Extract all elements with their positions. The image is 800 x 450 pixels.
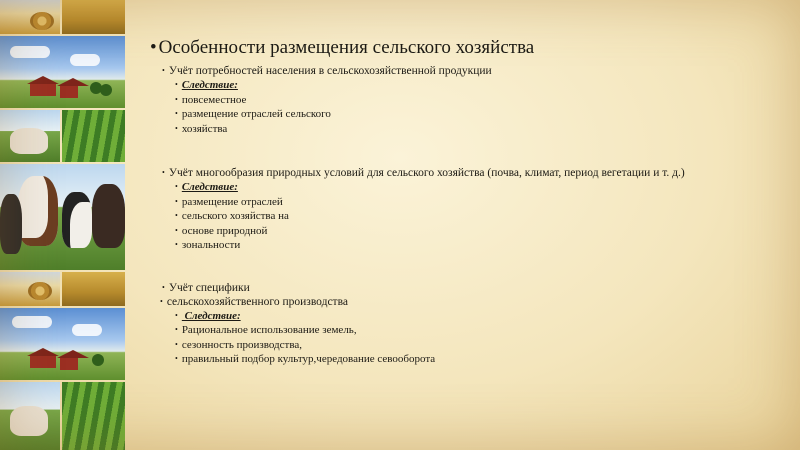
list-item: • размещение отраслей сельского [175,108,331,120]
list-item: • хозяйства [175,122,228,135]
section-3 [150,281,790,367]
left-photo-strip [0,0,125,450]
wheat-field-photo [62,0,125,34]
consequence-label: • Следствие: [175,181,238,193]
crop-rows-photo [62,110,125,162]
section-heading: • сельскохозяйственного производства [160,295,348,308]
barn-landscape-photo-2 [0,308,125,380]
list-item: • размещение отраслей [175,195,283,208]
list-item: • правильный подбор культур,чередование севооборота [175,353,436,365]
slide-title-text: Особенности размещения сельского хозяйства [158,37,535,58]
list-item: • Рациональное использование земель, [175,324,357,336]
section-2 [150,166,790,253]
hay-bale-photo-2 [0,272,60,306]
list-item: • зональности [175,239,241,251]
wheat-field-photo-2 [62,272,125,306]
cows-photo [0,164,125,270]
section-1 [150,64,790,136]
consequence-label: • Следствие: [175,309,241,322]
list-item: • сельского хозяйства на [175,210,289,222]
slide-content [150,36,790,367]
calf-photo [0,110,60,162]
consequence-label: • Следствие: [175,79,238,91]
barn-landscape-photo [0,36,125,108]
list-item: • сезонность производства, [175,338,303,351]
list-item: • повсеместное [175,93,247,106]
list-item: • основе природной [175,224,268,237]
hay-bale-photo [0,0,60,34]
slide-title [150,36,790,60]
calf-photo-2 [0,382,60,450]
crop-rows-photo-2 [62,382,125,450]
title-bullet: • [150,37,157,58]
section-heading: • Учёт многообразия природных условий для сельского хозяйства (почва, климат, период вегетации и т. д.) [162,167,685,179]
section-heading: • Учёт специфики [162,281,250,294]
section-heading: • Учёт потребностей населения в сельскохозяйственной продукции [162,65,492,77]
